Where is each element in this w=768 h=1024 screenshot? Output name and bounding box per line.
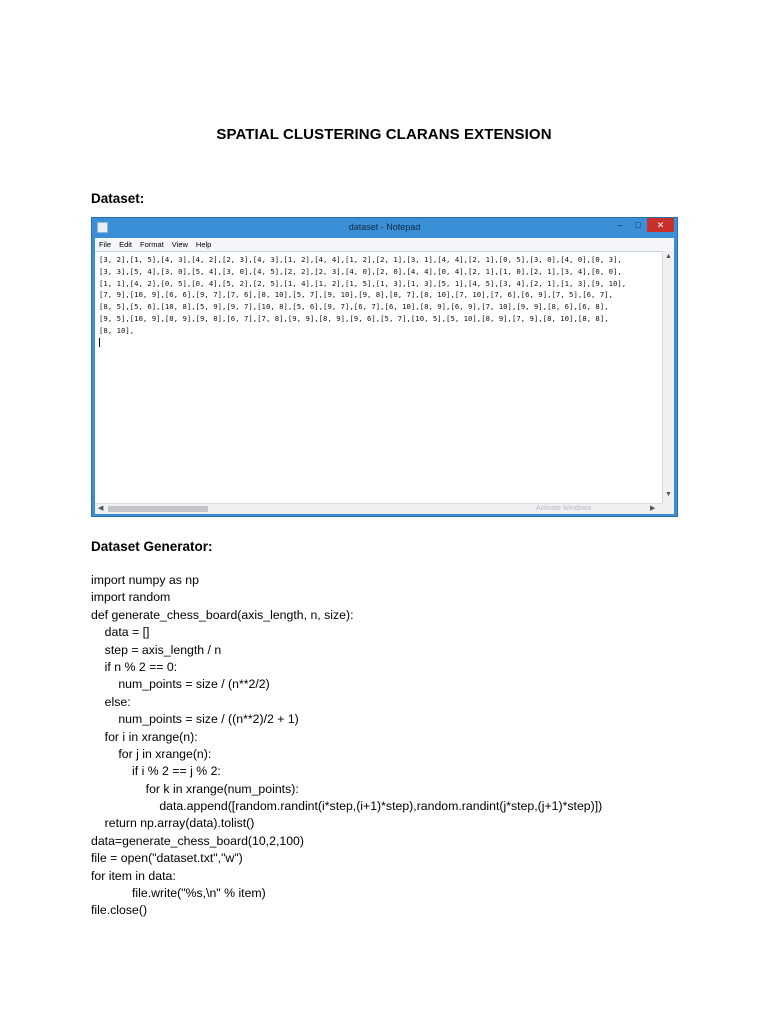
page-title: SPATIAL CLUSTERING CLARANS EXTENSION (216, 126, 552, 143)
scroll-down-icon[interactable]: ▼ (665, 491, 672, 498)
code-line: step = axis_length / n (91, 642, 222, 657)
text-caret (99, 338, 100, 347)
menu-format[interactable]: Format (140, 240, 164, 249)
code-line: data=generate_chess_board(10,2,100) (91, 833, 304, 848)
menu-view[interactable]: View (171, 240, 188, 249)
code-line: if n % 2 == 0: (91, 659, 178, 674)
menu-file[interactable]: File (99, 240, 112, 249)
code-line: else: (91, 694, 131, 709)
code-line: data.append([random.randint(i*step,(i+1)*step),random.randint(j*step,(j+1)*step)]) (91, 799, 603, 814)
notepad-titlebar[interactable] (92, 218, 677, 238)
code-line: for j in xrange(n): (91, 746, 212, 761)
scroll-right-icon[interactable]: ▶ (650, 505, 656, 512)
text-line: [7, 9],[10, 9],[6, 6],[9, 7],[7, 6],[8, 10],[5, 7],[9, 10],[9, 8],[8, 7],[8, 10],[7, 10],[7, 6],[6, 9],[7, 5],[6, 7], (99, 290, 613, 300)
text-line: [9, 5],[10, 9],[8, 9],[9, 8],[6, 7],[7, 8],[9, 9],[8, 9],[9, 6],[5, 7],[10, 5],[5, 10],[8, 9],[7, 9],[8, 10],[8, 8], (99, 313, 609, 323)
code-line: for k in xrange(num_points): (91, 781, 299, 796)
code-line: import numpy as np (91, 573, 199, 587)
close-button[interactable]: ✕ (647, 218, 674, 232)
text-line: [8, 10], (99, 325, 135, 335)
horizontal-scroll-thumb[interactable] (108, 506, 208, 512)
scroll-up-icon[interactable]: ▲ (665, 253, 672, 260)
code-line: data = [] (91, 625, 150, 640)
code-line: file.write("%s,\n" % item) (91, 886, 266, 901)
dataset-heading: Dataset: (91, 191, 145, 206)
notepad-window (91, 217, 678, 517)
code-line: if i % 2 == j % 2: (91, 764, 221, 779)
activate-windows-watermark: Activate Windows (536, 505, 592, 512)
text-line: [3, 2],[1, 5],[4, 3],[4, 2],[2, 3],[4, 3],[1, 2],[4, 4],[1, 2],[2, 1],[3, 1],[4, 4],[2, 1],[0, 5],[3, 0],[4, 0],[0, 3], (99, 255, 622, 264)
notepad-text-area[interactable] (95, 251, 662, 504)
code-block (91, 572, 602, 920)
notepad-menubar (95, 238, 674, 251)
code-line: file.close() (91, 903, 148, 918)
code-line: for item in data: (91, 868, 176, 883)
menu-edit[interactable]: Edit (119, 240, 133, 249)
code-line: import random (91, 590, 171, 605)
code-line: return np.array(data).tolist() (91, 816, 255, 831)
code-line: def generate_chess_board(axis_length, n, size): (91, 607, 354, 622)
code-line: file = open("dataset.txt","w") (91, 851, 243, 866)
menu-help[interactable]: Help (195, 240, 212, 249)
generator-heading: Dataset Generator: (91, 539, 213, 554)
scroll-left-icon[interactable]: ◀ (98, 505, 104, 512)
text-line: [1, 1],[4, 2],[0, 5],[0, 4],[5, 2],[2, 5],[1, 4],[1, 2],[1, 5],[1, 3],[1, 3],[5, 1],[4, 5],[3, 4],[2, 1],[1, 3],[9, 10], (99, 278, 627, 288)
text-line: [3, 3],[5, 4],[3, 0],[5, 4],[3, 0],[4, 5],[2, 2],[2, 3],[4, 0],[2, 0],[4, 4],[0, 4],[2, 1],[1, 0],[2, 1],[3, 4],[0, 0], (99, 266, 622, 276)
maximize-button[interactable]: □ (635, 220, 641, 230)
minimize-button[interactable]: – (617, 220, 623, 230)
scroll-corner (662, 503, 674, 514)
text-line: [8, 5],[5, 6],[10, 8],[5, 9],[9, 7],[10, 8],[5, 6],[9, 7],[6, 7],[6, 10],[8, 9],[6, 9],[7, 10],[9, 9],[8, 6],[6, 8], (99, 302, 609, 312)
code-line: for i in xrange(n): (91, 729, 198, 744)
code-line: num_points = size / (n**2/2) (91, 677, 270, 692)
vertical-scrollbar[interactable] (662, 251, 674, 503)
notepad-title: dataset - Notepad (348, 222, 421, 232)
code-line: num_points = size / ((n**2)/2 + 1) (91, 712, 299, 727)
